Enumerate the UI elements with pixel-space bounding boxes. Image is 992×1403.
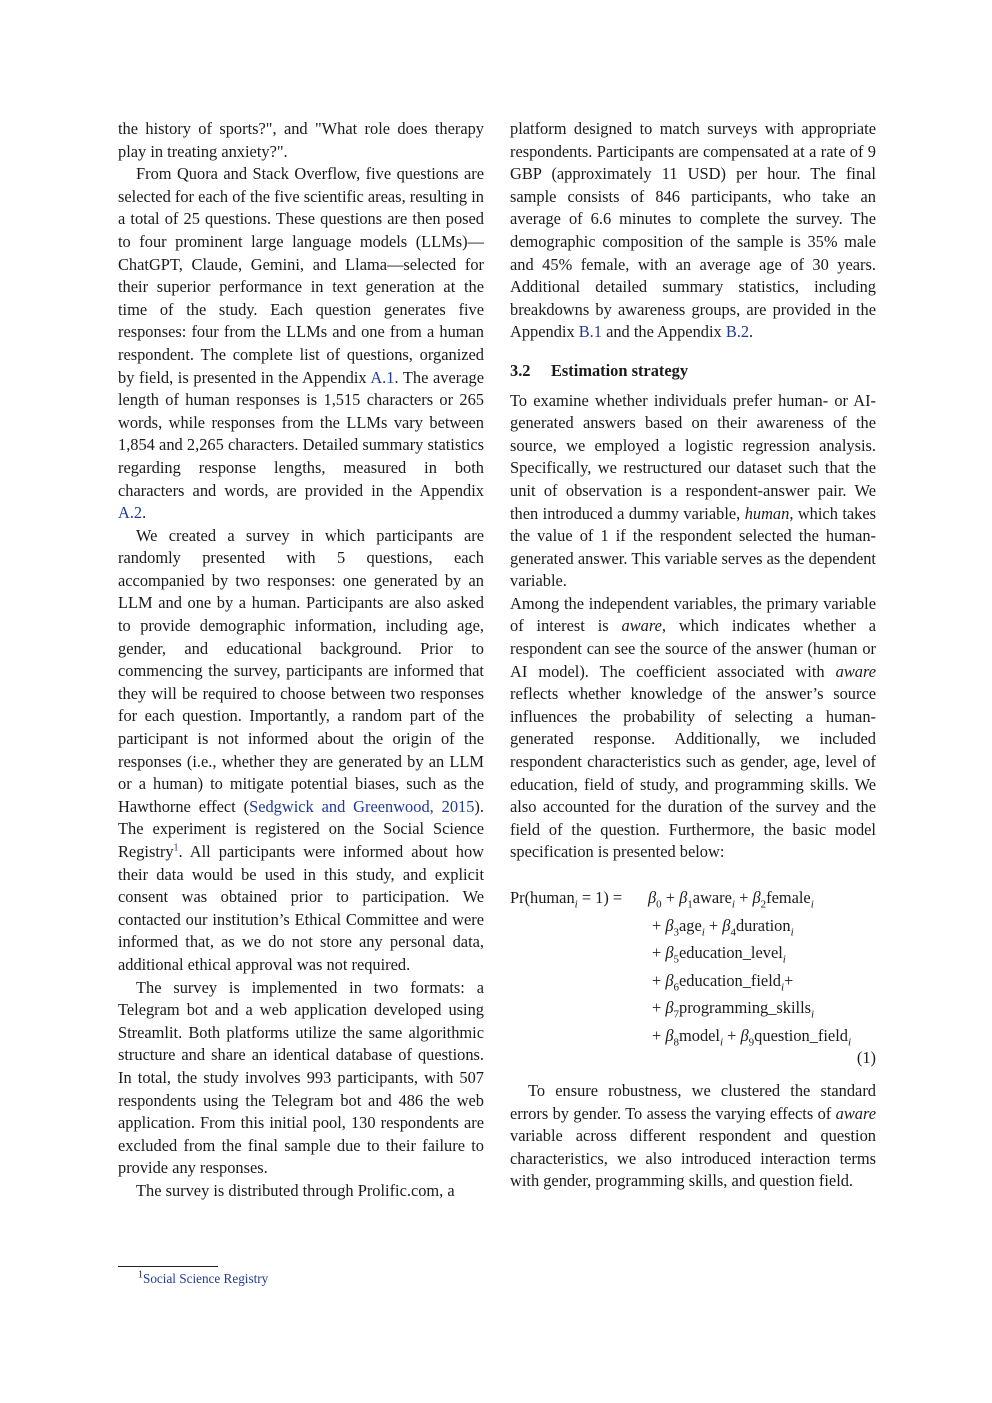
paragraph xyxy=(510,1080,876,1193)
citation-link[interactable]: Sedgwick and Greenwood, 2015 xyxy=(249,796,475,816)
text: To ensure robustness, we clustered the standard errors by gender. To assess the varying effects of xyxy=(510,1081,876,1123)
paragraph xyxy=(510,118,876,344)
text: and the Appendix xyxy=(601,322,726,342)
paragraph xyxy=(118,1180,484,1203)
regression-equation xyxy=(510,884,876,1067)
variable-human: human xyxy=(744,503,790,523)
variable-aware: aware xyxy=(835,661,876,681)
paragraph xyxy=(118,163,484,525)
paragraph xyxy=(118,977,484,1180)
text: . All participants were informed about how their data would be used in this study, and explicit consent was obtained prior to participation. We contacted our institution’s Ethical Committee and were informed that, as we do not store any personal data, additional ethical approval was not required. xyxy=(118,842,484,974)
footnote-rule xyxy=(118,1266,218,1267)
text: platform designed to match surveys with appropriate respondents. Participants are compensated at a rate of 9 GBP (approximately 11 USD) per hour. The final sample consists of 846 participants, who take an average of 6.6 minutes to complete the survey. The demographic composition of the sample is 35% male and 45% female, with an average age of 30 years. Additional detailed summary statistics, including breakdowns by awareness groups, are provided in the Appendix xyxy=(510,119,876,342)
variable-aware: aware xyxy=(621,616,662,636)
section-number: 3.2 xyxy=(510,360,531,380)
equation-term: $\beta_0$ + $\beta_1aware_i$ + $\beta_2female_i$ xyxy=(648,888,814,911)
right-column xyxy=(510,118,876,1193)
footnote xyxy=(138,1270,268,1288)
text: reflects whether knowledge of the answer’s source influences the probability of selecting a human-generated response. Additionally, we included respondent characteristics such as gender, age, level of education, field of study, and programming skills. We also accounted for the duration of the survey and the field of the question. Furthermore, the basic model specification is presented below: xyxy=(510,684,876,862)
text: To examine whether individuals prefer human- or AI-generated answers based on their awareness of the source, we employed a logistic regression analysis. Specifically, we restructured our dataset such that the unit of observation is a respondent-answer pair. We then introduced a dummy variable, xyxy=(510,390,876,523)
variable-aware: aware xyxy=(835,1103,876,1123)
appendix-link-b1[interactable]: B.1 xyxy=(578,322,602,342)
text: The survey is distributed through Prolific.com, a xyxy=(136,1180,455,1200)
paragraph xyxy=(118,525,484,977)
text: From Quora and Stack Overflow, five questions are selected for each of the five scientific areas, resulting in a total of 25 questions. These questions are then posed to four prominent large language models (LLMs)—ChatGPT, Claude, Gemini, and Llama—selected for their superior performance in text generation at the time of the study. Each question generates five responses: four from the LLMs and one from a human respondent. The complete list of questions, organized by field, is presented in the Appendix xyxy=(118,164,484,387)
text: variable across different respondent and question characteristics, we also introduced interaction terms with gender, programming skills, and question field. xyxy=(510,1126,876,1191)
paragraph xyxy=(510,593,876,864)
equation-term: + $\beta_6education\_field_i+$ xyxy=(652,970,794,993)
section-heading xyxy=(510,360,876,383)
footnote-link[interactable]: Social Science Registry xyxy=(143,1271,269,1286)
footnote-marker[interactable]: 1 xyxy=(173,842,179,854)
appendix-link-b2[interactable]: B.2 xyxy=(725,322,750,342)
equation-lhs: Pr(human$_i$ = 1) = xyxy=(510,888,623,911)
appendix-link-a1[interactable]: A.1 xyxy=(370,367,395,387)
equation-term: + $\beta_7programming\_skills_i$ xyxy=(652,998,815,1021)
text: , which takes the value of 1 if the respondent selected the human-generated answer. This variable serves as the dependent variable. xyxy=(510,503,876,591)
equation-term: + $\beta_5education\_level_i$ xyxy=(652,943,786,966)
paragraph xyxy=(118,118,484,163)
text: . xyxy=(142,503,147,523)
appendix-link-a2[interactable]: A.2 xyxy=(118,503,143,523)
footnote-mark: 1 xyxy=(138,1269,143,1281)
paragraph xyxy=(510,390,876,593)
section-title: Estimation strategy xyxy=(551,360,689,380)
equation-number: (1) xyxy=(856,1048,876,1067)
text: the history of sports?", and "What role does therapy play in treating anxiety?". xyxy=(118,119,484,161)
equation-term: + $\beta_3age_i$ + $\beta_4duration_i$ xyxy=(652,915,794,938)
text: The survey is implemented in two formats: a Telegram bot and a web application developed using Streamlit. Both platforms utilize the same algorithmic structure and share an identical database of questions. In total, the study involves 993 participants, with 507 respondents using the Telegram bot and 486 the web application. From this initial pool, 130 respondents are excluded from the final sample due to their failure to provide any responses. xyxy=(118,977,484,1178)
text: . xyxy=(749,322,754,342)
text: We created a survey in which participants are randomly presented with 5 questions, each accompanied by two responses: one generated by an LLM and one by a human. Participants are also asked to provide demographic information, including age, gender, and educational background. Prior to commencing the survey, participants are informed that they will be required to choose between two responses for each question. Importantly, a random part of the participant is not informed about the origin of the responses (i.e., whether they are generated by an LLM or a human) to mitigate potential biases, such as the Hawthorne effect ( xyxy=(118,525,484,816)
text: ). The experiment is registered on the Social Science Registry xyxy=(118,796,484,861)
text: . The average length of human responses is 1,515 characters or 265 words, while responses from the LLMs vary between 1,854 and 2,265 characters. Detailed summary statistics regarding response lengths, measured in both characters and words, are provided in the Appendix xyxy=(118,367,484,500)
left-column xyxy=(118,118,484,1203)
text: Among the independent variables, the primary variable of interest is xyxy=(510,593,876,636)
equation-term: + $\beta_8model_i$ + $\beta_9question\_field_i$ xyxy=(652,1025,852,1048)
text: , which indicates whether a respondent can see the source of the answer (human or AI model). The coefficient associated with xyxy=(510,616,877,681)
